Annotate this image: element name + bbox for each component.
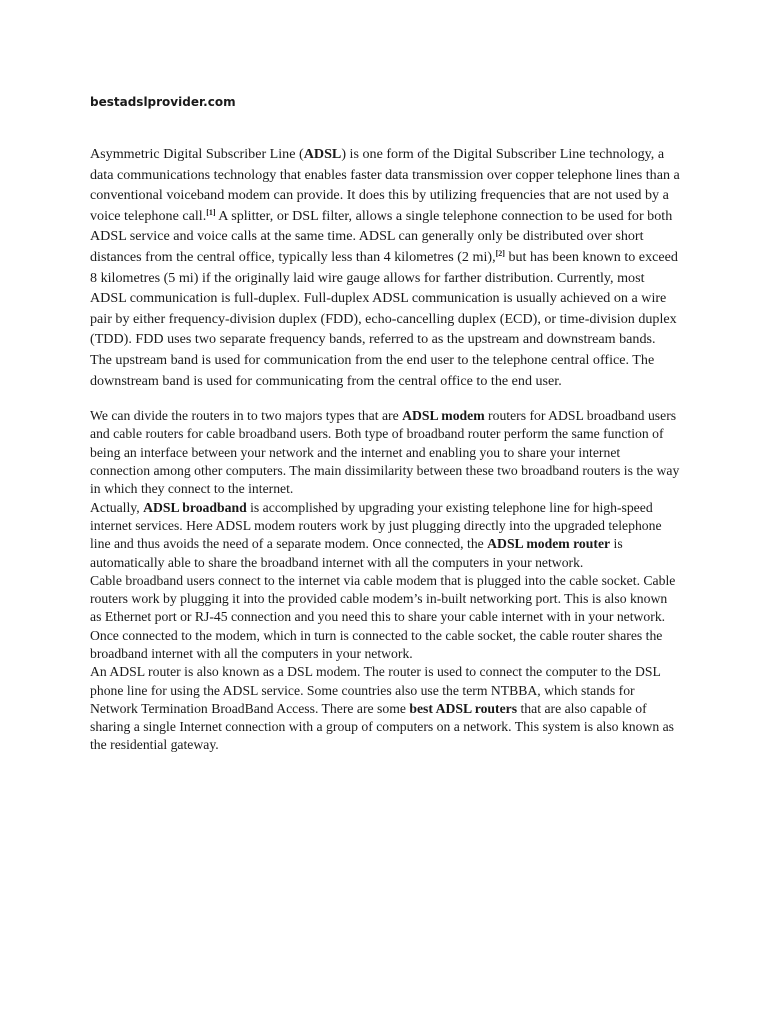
routers-text: Actually, xyxy=(90,499,144,515)
best-adsl-routers-bold-term: best ADSL routers xyxy=(409,700,518,716)
routers-paragraph-1 xyxy=(90,407,680,498)
adsl-modem-router-bold-term: ADSL modem router xyxy=(487,536,611,552)
intro-text: but has been known to exceed 8 kilometres (5 mi) if the originally laid wire gauge allows for farther distribution. Currently, most ADSL communication is full-duplex. Full-duplex ADSL communication is usually achieved on a wire pair by either frequency-division duplex (FDD), echo-cancelling duplex (ECD), or time-division duplex (TDD). FDD uses two separate frequency bands, referred to as the upstream and downstream bands. The upstream band is used for communication from the end user to the telephone central office. The downstream band is used for communicating from the central office to the end user. xyxy=(90,248,678,389)
adsl-bold-term: ADSL xyxy=(303,146,342,162)
reference-2[interactable]: [2] xyxy=(495,248,505,258)
site-name: bestadslprovider.com xyxy=(90,95,236,109)
intro-text: Asymmetric Digital Subscriber Line ( xyxy=(90,146,304,162)
adsl-modem-bold-term: ADSL modem xyxy=(402,408,485,424)
reference-1[interactable]: [1] xyxy=(206,207,216,217)
intro-text: A splitter, or DSL filter, allows a single telephone connection to be used for both ADSL service and voice calls at the same time. ADSL can generally only be distributed over short distances from the central office, typically less than 4 kilometres (2 mi), xyxy=(90,207,673,265)
routers-paragraph-4 xyxy=(90,663,680,754)
routers-text: An ADSL router is also known as a DSL modem. The router is used to connect the computer to the DSL phone line for using the ADSL service. Some countries also use the term NTBBA, which stands for Network Termination BroadBand Access. There are some xyxy=(90,664,661,716)
routers-paragraph-2 xyxy=(90,499,680,572)
intro-paragraph xyxy=(90,144,680,391)
routers-text: routers for ADSL broadband users and cable routers for cable broadband users. Both type of broadband router perform the same function of being an interface between your network and the internet and enabling you to share your internet connection among other computers. The main dissimilarity between these two broadband routers is the way in which they connect to the internet. xyxy=(90,408,680,497)
routers-section xyxy=(90,407,680,755)
routers-text: We can divide the routers in to two majors types that are xyxy=(90,408,403,424)
routers-text: is automatically able to share the broadband internet with all the computers in your network. xyxy=(90,536,623,570)
intro-text: ) is one form of the Digital Subscriber Line technology, a data communications technology that enables faster data transmission over copper telephone lines than a conventional voiceband modem can provide. It does this by utilizing frequencies that are not used by a voice telephone call. xyxy=(90,146,680,224)
document-page xyxy=(90,90,680,755)
routers-text: is accomplished by upgrading your existing telephone line for high-speed internet services. Here ADSL modem routers work by just plugging directly into the upgraded telephone line and thus avoids the need of a separate modem. Once connected, the xyxy=(90,499,662,552)
routers-text: that are also capable of sharing a single Internet connection with a group of computers on a network. This system is also known as the residential gateway. xyxy=(90,700,675,753)
adsl-broadband-bold-term: ADSL broadband xyxy=(143,499,247,515)
routers-paragraph-3: Cable broadband users connect to the internet via cable modem that is plugged into the cable socket. Cable routers work by plugging it into the provided cable modem’s in-built networking port. This is also known as Ethernet port or RJ-45 connection and you need this to share your cable internet with in your network. Once connected to the modem, which in turn is connected to the cable socket, the cable router shares the broadband internet with all the computers in your network. xyxy=(90,572,676,661)
